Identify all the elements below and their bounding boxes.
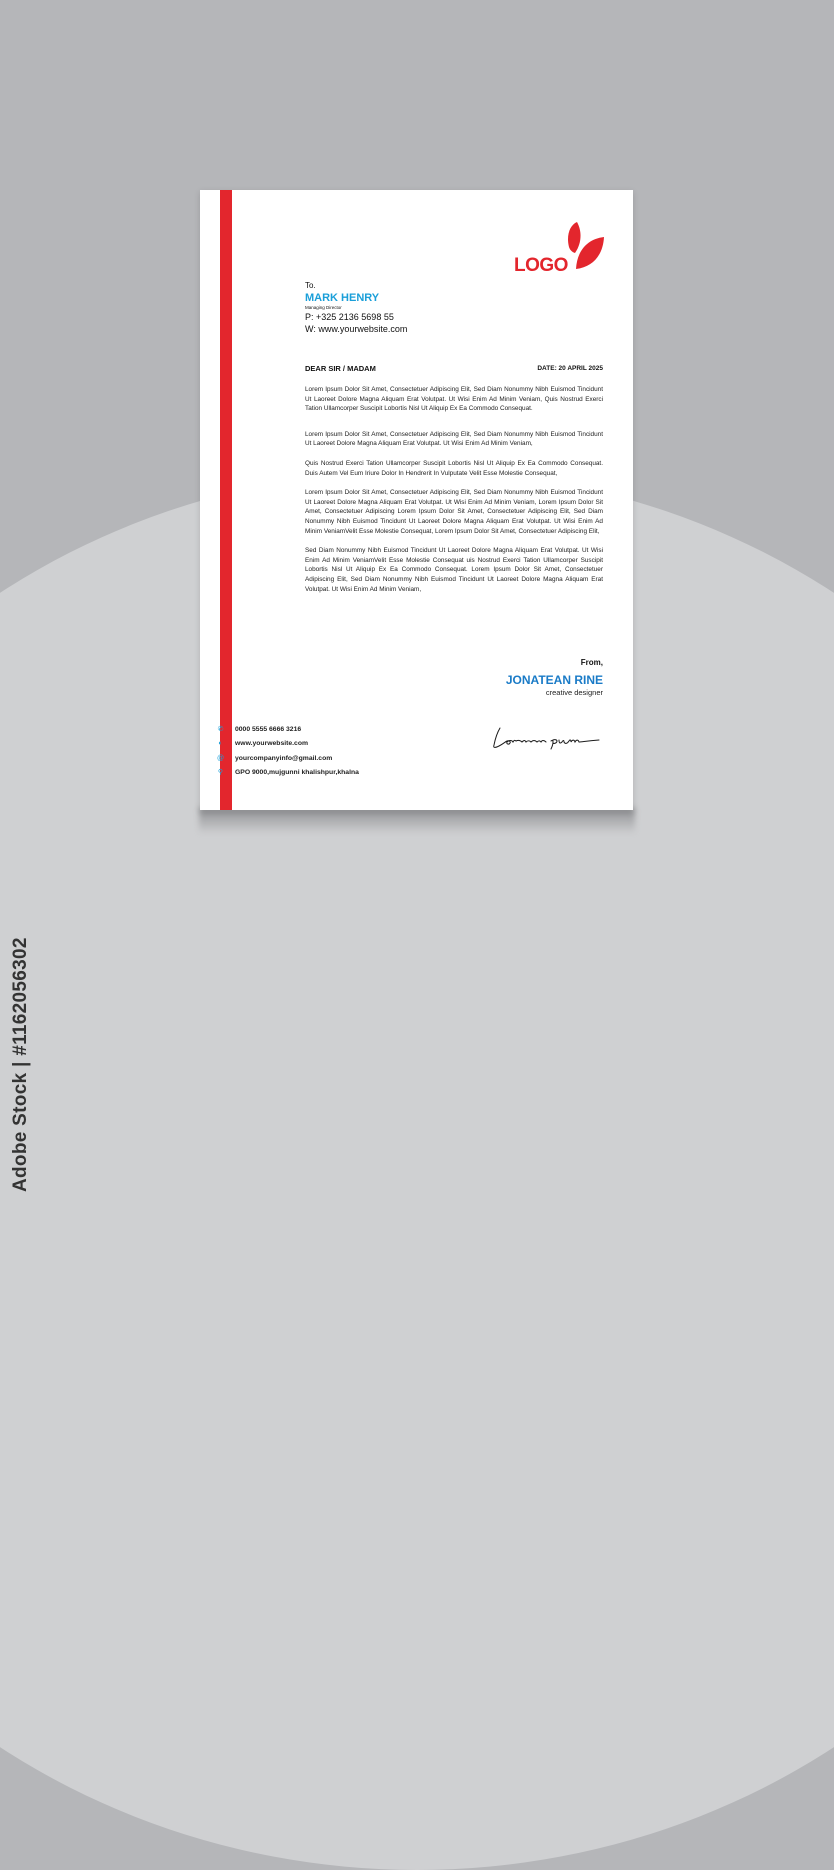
to-label: To. [305,281,316,290]
red-accent-bar [220,190,232,810]
contact-website-text: www.yourwebsite.com [235,740,309,748]
contact-list [216,722,359,780]
leaf-icon [567,221,605,273]
logo-text: LOGO [514,255,568,276]
phone-icon: ✆ [217,725,224,733]
contact-email-text: yourcompanyinfo@gmail.com [235,754,333,762]
from-label: From, [580,658,603,667]
recipient-block [305,281,407,335]
contact-website [216,737,359,752]
recipient-role: Managing Director [305,305,342,310]
company-logo [514,221,606,276]
letter-body [305,385,603,604]
body-paragraph: Lorem Ipsum Dolor Sit Amet, Consectetuer Adipiscing Elit, Sed Diam Nonummy Nibh Euismod Tincidunt Ut Laoreet Dolore Magna Aliquam Erat Volutpat. Ut Wisi Enim Ad Minim Veniam, [305,430,603,448]
signature-image [491,725,603,751]
stock-watermark: Adobe Stock | #1162056302 [10,937,31,1192]
contact-email [216,751,359,766]
recipient-website: W: www.yourwebsite.com [305,324,408,334]
sender-name: JONATEAN RINE [505,673,603,687]
body-paragraph: Quis Nostrud Exerci Tation Ullamcorper Suscipit Lobortis Nisl Ut Aliquip Ex Ea Commodo Consequat. Duis Autem Vel Eum Iriure Dolor In Hendrerit In Vulputate Velit Esse Molestie Consequat, [305,459,603,477]
contact-phone [216,722,359,737]
recipient-phone: P: +325 2136 5698 55 [305,312,394,322]
body-paragraph: Lorem Ipsum Dolor Sit Amet, Consectetuer Adipiscing Elit, Sed Diam Nonummy Nibh Euismod Tincidunt Ut Laoreet Dolore Magna Aliquam Erat Volutpat. Ut Wisi Enim Ad Minim Veniam, Quis Nostrud Exerci Tation Ullamcorper Suscipit Lobortis Nisl Ut Aliquip Ex Ea Commodo Consequat. [305,386,603,413]
letter-date: DATE: 20 APRIL 2025 [537,365,603,372]
sender-block [506,658,603,697]
body-paragraph: Sed Diam Nonummy Nibh Euismod Tincidunt Ut Laoreet Dolore Magna Aliquam Erat Volutpat. Ut Wisi Enim Ad Minim VeniamVelit Esse Molestie Consequat uis Nostrud Exerci Tation Ullamcorper Suscipit Lobortis Nisl Ut Aliquip Ex Ea Commodo Consequat. Lorem Ipsum Dolor Sit Amet, Consectetuer Adipiscing Elit, Sed Diam Nonummy Nibh Euismod Tincidunt Ut Laoreet Dolore Magna Aliquam Erat Volutpat. Ut Wisi Enim Ad Minim Veniam, [305,547,603,593]
letterhead-page [200,190,633,810]
contact-address-text: GPO 9000,mujgunni khalishpur,khalna [235,769,359,777]
location-icon: ⚲ [217,769,224,777]
body-paragraph: Lorem Ipsum Dolor Sit Amet, Consectetuer Adipiscing Elit, Sed Diam Nonummy Nibh Euismod Tincidunt Ut Laoreet Dolore Magna Aliquam Erat Volutpat. Ut Wisi Enim Ad Minim Veniam, Lorem Ipsum Dolor Sit Amet, Consectetuer Adipiscing Lorem Ipsum Dolor Sit Amet, Consectetuer Adipiscing Elit, Sed Diam Nonummy Nibh Euismod Tincidunt Ut Laoreet Dolore Magna Aliquam Erat Volutpat. Ut Wisi Enim Ad Minim VeniamVelit Esse Molestie Consequat, Lorem Ipsum Dolor Sit Amet, Consectetuer Adipiscing Elit, [305,489,603,535]
email-icon: @ [216,754,225,762]
sender-role: creative designer [545,688,603,697]
paper-shadow [199,808,635,834]
contact-phone-text: 0000 5555 6666 3216 [235,725,302,733]
signature [491,725,603,756]
globe-icon: ◐ [218,740,223,748]
salutation: DEAR SIR / MADAM [305,364,376,373]
recipient-name: MARK HENRY [305,292,380,304]
contact-address [216,766,359,781]
